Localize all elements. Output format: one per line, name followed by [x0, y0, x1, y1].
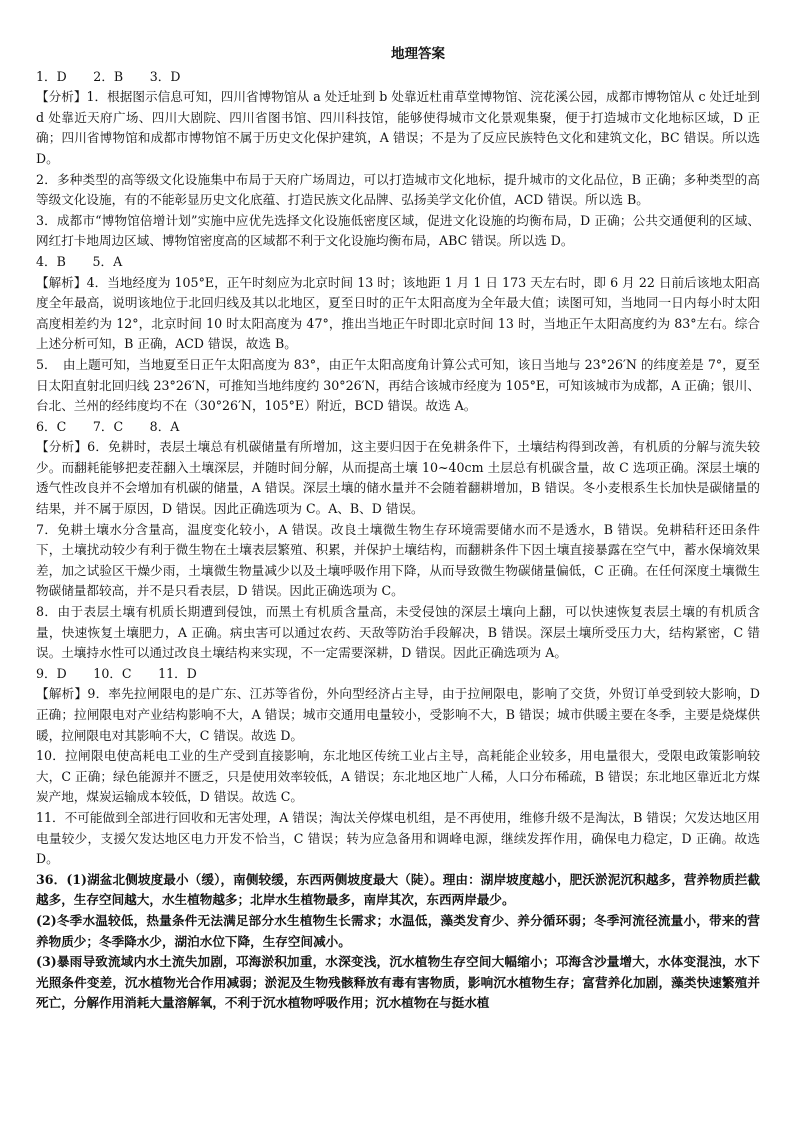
answer-q36-part2: (2)冬季水温较低，热量条件无法满足部分水生植物生长需求；水温低，藻类发育少、养分循环弱；冬季河流径流量小，带来的营养物质少；冬季降水少，湖泊水位下降，生存空间减小。 [36, 912, 760, 949]
analysis-q7: 7．免耕土壤水分含量高，温度变化较小，A 错误。改良土壤微生物生存环境需要储水而不是透水，B 错误。免耕秸秆还田条件下，土壤扰动较少有利于微生物在土壤表层繁殖、积累，并保护土壤结构，而翻耕条件下因土壤直接暴露在空气中，蓄水保墒效果差，加之试验区干燥少雨，土壤微生物量减少以及土壤呼吸作用下降，从而导致微生物碳储量偏低，C 正确。在任何深度土壤微生物碳储量都较高，并不是只看表层，D 错误。因此正确选项为 C。 [36, 521, 760, 599]
analysis-q9: 【解析】9．率先拉闸限电的是广东、江苏等省份，外向型经济占主导，由于拉闸限电，影响了交货，外贸订单受到较大影响，D 正确；拉闸限电对产业结构影响不大，A 错误；城市交通用电量较小，受影响不大，B 错误；城市供暖主要在冬季，主要是烧煤供暖，拉闸限电对其影响不大，C 错误。故选 D。 [36, 686, 760, 743]
analysis-q8: 8．由于表层土壤有机质长期遭到侵蚀，而黑土有机质含量高，未受侵蚀的深层土壤向上翻，可以快速恢复表层土壤的有机质含量，快速恢复土壤肥力，A 正确。病虫害可以通过农药、天敌等防治手段解决，B 错误。深层土壤所受压力大，结构紧密，C 错误。土壤持水性可以通过改良土壤结构来实现，不一定需要深耕，D 错误。因此正确选项为 A。 [36, 604, 760, 661]
analysis-q4: 【解析】4．当地经度为 105°E，正午时刻应为北京时间 13 时；该地距 1 月 1 日 173 天左右时，即 6 月 22 日前后该地太阳高度全年最高，说明该地位于北回归线及其以北地区，夏至日时的正午太阳高度为全年最大值；读图可知，当地同一日内每小时太阳高度相差约为 12°，北京时间 10 时太阳高度为 47°，推出当地正午时即北京时间 13 时，当地正午太阳高度约为 83°左右。综合上述分析可知，B 正确，ACD 错误，故选 B。 [36, 274, 760, 352]
analysis-q11: 11．不可能做到全部进行回收和无害处理，A 错误；淘汰关停煤电机组，是不再使用，维修升级不是淘汰，B 错误；欠发达地区用电量较少，支援欠发达地区电力开发不恰当，C 错误；转为应急备用和调峰电源，继续发挥作用，确保电力稳定，D 正确。故选 D。 [36, 809, 760, 867]
analysis-q10: 10．拉闸限电使高耗电工业的生产受到直接影响，东北地区传统工业占主导，高耗能企业较多，用电量很大，受限电政策影响较大，C 正确；绿色能源并不匮乏，只是使用效率较低，A 错误；东北地区地广人稀，人口分布稀疏，B 错误；东北地区靠近北方煤炭产地，煤炭运输成本较低，D 错误。故选 C。 [36, 748, 760, 805]
answer-key-9-11: 9．D 10．C 11．D [36, 665, 197, 681]
analysis-q3: 3．成都市“博物馆倍增计划”实施中应优先选择文化设施低密度区域，促进文化设施的均衡布局，D 正确；公共交通便利的区域、网红打卡地周边区域、博物馆密度高的区域都不利于文化设施均衡布局，ABC 错误。所以选 D。 [36, 212, 760, 249]
answer-key-6-8: 6．C 7．C 8．A [36, 418, 180, 434]
answer-q36-part3: (3)暴雨导致流域内水土流失加剧，邛海淤积加重，水深变浅，沉水植物生存空间大幅缩小；邛海含沙量增大，水体变混浊，水下光照条件变差，沉水植物光合作用减弱；淤泥及生物残骸释放有毒有害物质，影响沉水植物生存；富营养化加剧，藻类快速繁殖并死亡，分解作用消耗大量溶解氧，不利于沉水植物呼吸作用；沉水植物在与挺水植 [36, 954, 760, 1011]
analysis-q1: 【分析】1．根据图示信息可知，四川省博物馆从 a 处迁址到 b 处靠近杜甫草堂博物馆、浣花溪公园，成都市博物馆从 c 处迁址到 d 处靠近天府广场、四川大剧院、四川省图书馆、四川科技馆，能够使得城市文化景观集聚，便于打造城市文化地标区域，D 正确；四川省博物馆和成都市博物馆不属于历史文化保护建筑，A 错误；不是为了反应民族特色文化和建筑文化，BC 错误。所以选 D。 [36, 89, 760, 166]
page-title: 地理答案 [391, 46, 445, 62]
answer-q36-part1: 36．(1)湖盆北侧坡度最小（缓），南侧较缓，东西两侧坡度最大（陡）。理由：湖岸坡度越小，肥沃淤泥沉积越多，营养物质拦截越多，生存空间越大，水生植物越多；北岸水生植物最多，南岸其次，东西两岸最少。 [36, 871, 760, 908]
answer-content [36, 67, 760, 1014]
analysis-q6: 【分析】6．免耕时，表层土壤总有机碳储量有所增加，这主要归因于在免耕条件下，土壤结构得到改善，有机质的分解与流失较少。而翻耗能够把麦茬翻入土壤深层，并随时间分解，从而提高土壤 10~40cm 土层总有机碳含量，故 C 选项正确。深层土壤的透气性改良并不会增加有机碳的储量，A 错误。深层土壤的储水量并不会随着翻耕增加，B 错误。冬小麦根系生长加快是碳储量的结果，并不属于原因，D 错误。因此正确选项为 C。A、B、D 错误。 [36, 439, 760, 517]
answer-key-1-3: 1．D 2．B 3．D [36, 68, 181, 84]
answer-key-4-5: 4．B 5．A [36, 253, 123, 269]
answer-page [36, 44, 760, 1014]
analysis-q2: 2．多种类型的高等级文化设施集中布局于天府广场周边，可以打造城市文化地标，提升城市的文化品位，B 正确；多种类型的高等级文化设施，有的不能彰显历史文化底蕴、打造民族文化品牌、弘扬美学文化价值，ACD 错误。所以选 B。 [36, 171, 760, 208]
analysis-q5: 5． 由上题可知，当地夏至日正午太阳高度为 83°，由正午太阳高度角计算公式可知，该日当地与 23°26′N 的纬度差是 7°，夏至日太阳直射北回归线 23°26′N，可推知当地纬度约 30°26′N，再结合该城市经度为 105°E，可知该城市为成都，A 正确；银川、台北、兰州的经纬度均不在（30°26′N，105°E）附近，BCD 错误。故选 A。 [36, 356, 760, 414]
